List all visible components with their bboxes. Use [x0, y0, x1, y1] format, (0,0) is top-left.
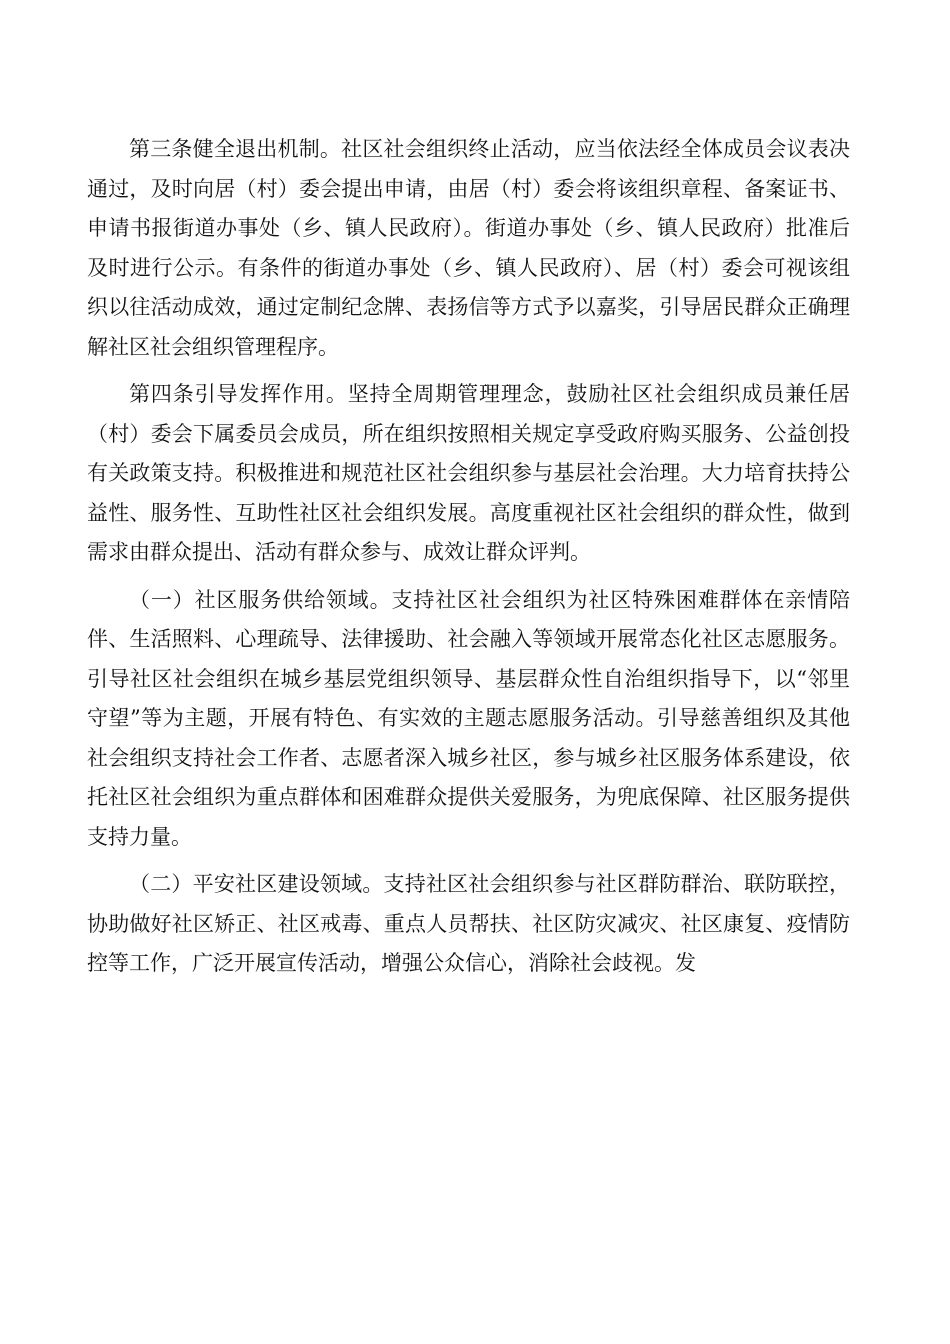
paragraph-article-3: 第三条健全退出机制。社区社会组织终止活动，应当依法经全体成员会议表决通过，及时向居（村）委会提出申请，由居（村）委会将该组织章程、备案证书、申请书报街道办事处（乡、镇人民政府）。街道办事处（乡、镇人民政府）批准后及时进行公示。有条件的街道办事处（乡、镇人民政府）、居（村）委会可视该组织以往活动成效，通过定制纪念牌、表扬信等方式予以嘉奖，引导居民群众正确理解社区社会组织管理程序。	[87, 137, 850, 359]
document-body	[87, 130, 850, 992]
paragraph-article-4: 第四条引导发挥作用。坚持全周期管理理念，鼓励社区社会组织成员兼任居（村）委会下属委员会成员，所在组织按照相关规定享受政府购买服务、公益创投有关政策支持。积极推进和规范社区社会组织参与基层社会治理。大力培育扶持公益性、服务性、互助性社区社会组织发展。高度重视社区社会组织的群众性，做到需求由群众提出、活动有群众参与、成效让群众评判。	[87, 382, 850, 564]
paragraph-section-2: （二）平安社区建设领域。支持社区社会组织参与社区群防群治、联防联控，协助做好社区矫正、社区戒毒、重点人员帮扶、社区防灾减灾、社区康复、疫情防控等工作，广泛开展宣传活动，增强公众信心，消除社会歧视。发	[87, 872, 850, 975]
paragraph-section-1: （一）社区服务供给领域。支持社区社会组织为社区特殊困难群体在亲情陪伴、生活照料、心理疏导、法律援助、社会融入等领域开展常态化社区志愿服务。引导社区社会组织在城乡基层党组织领导、基层群众性自治组织指导下，以“邻里守望”等为主题，开展有特色、有实效的主题志愿服务活动。引导慈善组织及其他社会组织支持社会工作者、志愿者深入城乡社区，参与城乡社区服务体系建设，依托社区社会组织为重点群体和困难群众提供关爱服务，为兜底保障、社区服务提供支持力量。	[87, 587, 850, 849]
